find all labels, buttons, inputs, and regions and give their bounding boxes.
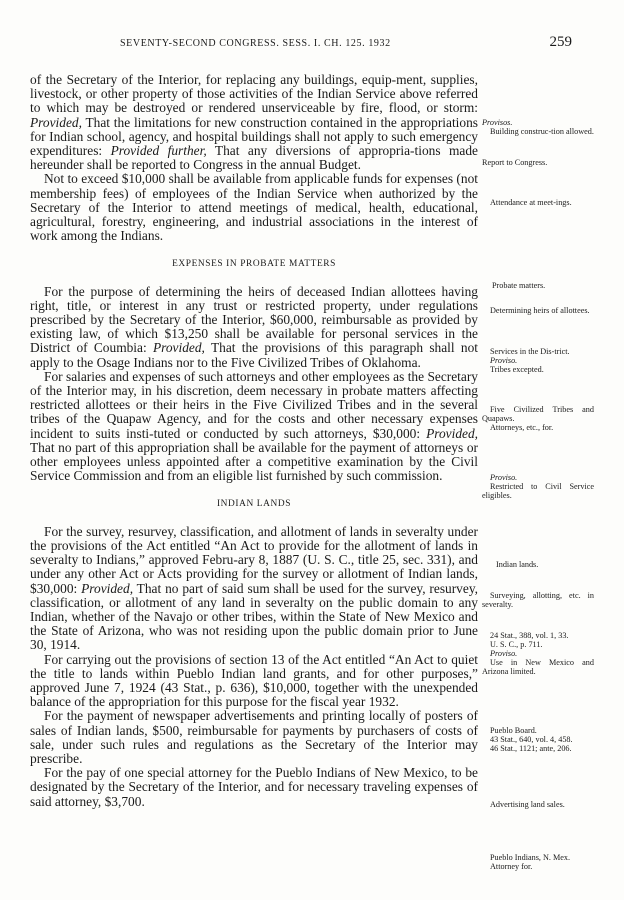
margin-note-restricted: Proviso. Restricted to Civil Service eligibles. — [482, 473, 594, 500]
margin-note-attendance: Attendance at meet-ings. — [490, 198, 572, 207]
margin-note-advertising: Advertising land sales. — [490, 800, 565, 809]
page-number: 259 — [549, 34, 572, 50]
margin-note-pueblo-attorney: Pueblo Indians, N. Mex. Attorney for. — [490, 853, 571, 871]
provided-italic: Provided, — [30, 114, 82, 130]
margin-note-pueblo-board: Pueblo Board. 43 Stat., 640, vol. 4, 458. 46 Stat., 1121; ante, 206. — [490, 726, 573, 753]
margin-note-surveying: Surveying, allotting, etc. in severalty. — [482, 591, 594, 609]
section-heading-probate: EXPENSES IN PROBATE MATTERS — [172, 259, 336, 270]
margin-note-report: Report to Congress. — [482, 158, 548, 167]
margin-note-determining-heirs: Determining heirs of allottees. — [490, 306, 590, 315]
margin-note-five-tribes: Five Civilized Tribes and Quapaws. Attorneys, etc., for. — [482, 405, 594, 432]
paragraph-survey-allotment: For the survey, resurvey, classification, and allotment of lands in severalty under the provisions of the Act entitled “An Act to provide for the allotment of lands in severalty to Indians,” approved Febru-ary 8, 1887 (U. S. C., title 25, sec. 331), and under any other Act or Acts providing for the survey or allotment of Indian lands, $30,000: Provided, That no part of said sum shall be used for the survey, resurvey, classification, or allotment of any land in severalty on the public domain to any Indian, whether of the Navajo or other tribes, within the State of New Mexico and the State of Arizona, who was not residing upon the public domain prior to June 30, 1914. — [30, 523, 478, 653]
margin-note-provisos: Provisos. Building construc-tion allowed. — [482, 118, 594, 136]
paragraph-meeting-attendance: Not to exceed $10,000 shall be available from applicable funds for expenses (not membership fees) of employees of the Indian Service when authorized by the Secretary of the Interior to attend meetings of medical, health, educational, agricultural, forestry, engineering, and industrial associations in the interest of work among the Indians. — [30, 171, 478, 244]
paragraph-probate-attorneys: For salaries and expenses of such attorneys and other employees as the Secretary of the Interior may, in his discretion, deem necessary in probate matters affecting restricted allottees or their heirs in the Five Civilized Tribes and in the several tribes of the Quapaw Agency, and for the costs and other necessary expenses incident to suits insti-tuted or conducted by such attorneys, $30,000: Provided, That no part of this appropriation shall be available for the payment of attorneys or other employees unless appointed after a competitive examination by the Civil Service Commission and from an eligible list furnished by such commission. — [30, 368, 478, 484]
provided-further-italic: Provided further, — [110, 143, 207, 159]
paragraph-pueblo-board: For carrying out the provisions of section 13 of the Act entitled “An Act to quiet the title to lands within Pueblo Indian land grants, and for other purposes,” approved June 7, 1924 (43 Stat., p. 636), $10,000, together with the unexpended balance of the appropriation for this purpose for the fiscal year 1932. — [30, 651, 478, 710]
provided-italic: Provided, — [426, 425, 478, 441]
margin-notes — [482, 0, 594, 900]
running-head: SEVENTY-SECOND CONGRESS. SESS. I. CH. 125. 1932 — [120, 38, 391, 49]
section-heading-indian-lands: INDIAN LANDS — [216, 499, 292, 510]
paragraph-determining-heirs: For the purpose of determining the heirs of deceased Indian allottees having right, title, or interest in any trust or restricted property, under regulations prescribed by the Secretary of the Interior, $60,000, reimbursable as provided by existing law, of which $13,250 shall be available for personal services in the District of Coumbia: Provided, That the provisions of this paragraph shall not apply to the Osage Indians nor to the Five Civilized Tribes of Oklahoma. — [30, 283, 478, 370]
provided-italic: Provided, — [81, 580, 134, 596]
margin-note-probate: Probate matters. — [492, 281, 546, 290]
margin-note-citations: 24 Stat., 388, vol. 1, 33. U. S. C., p. 711. Proviso. Use in New Mexico and Arizona limited. — [482, 631, 594, 676]
margin-note-indian-lands: Indian lands. — [496, 560, 539, 569]
paragraph-emergency-replacement: of the Secretary of the Interior, for replacing any buildings, equip-ment, supplies, livestock, or other property of those activities of the Indian Service above referred to which may be destroyed or rendered unserviceable by fire, flood, or storm: Provided, That the limitations for new construction contained in the appropriations for Indian school, agency, and hospital buildings shall not apply to such emergency expenditures: Provided further, That any diversions of appropria-tions made hereunder shall be reported to Congress in the annual Budget. — [30, 72, 478, 173]
provided-italic: Provided, — [152, 340, 205, 356]
paragraph-advertising: For the payment of newspaper advertisements and printing locally of posters of sales of Indian lands, $500, reimbursable for payments by purchasers of costs of sale, under such rules and regulations as the Secretary of the Interior may prescribe. — [30, 708, 478, 766]
body-text — [30, 73, 478, 809]
margin-note-services: Services in the Dis-trict. Proviso. Tribes excepted. — [490, 347, 570, 374]
paragraph-pueblo-attorney: For the pay of one special attorney for the Pueblo Indians of New Mexico, to be designated by the Secretary of the Interior, and for necessary traveling expenses of said attorney, $3,700. — [30, 765, 478, 809]
